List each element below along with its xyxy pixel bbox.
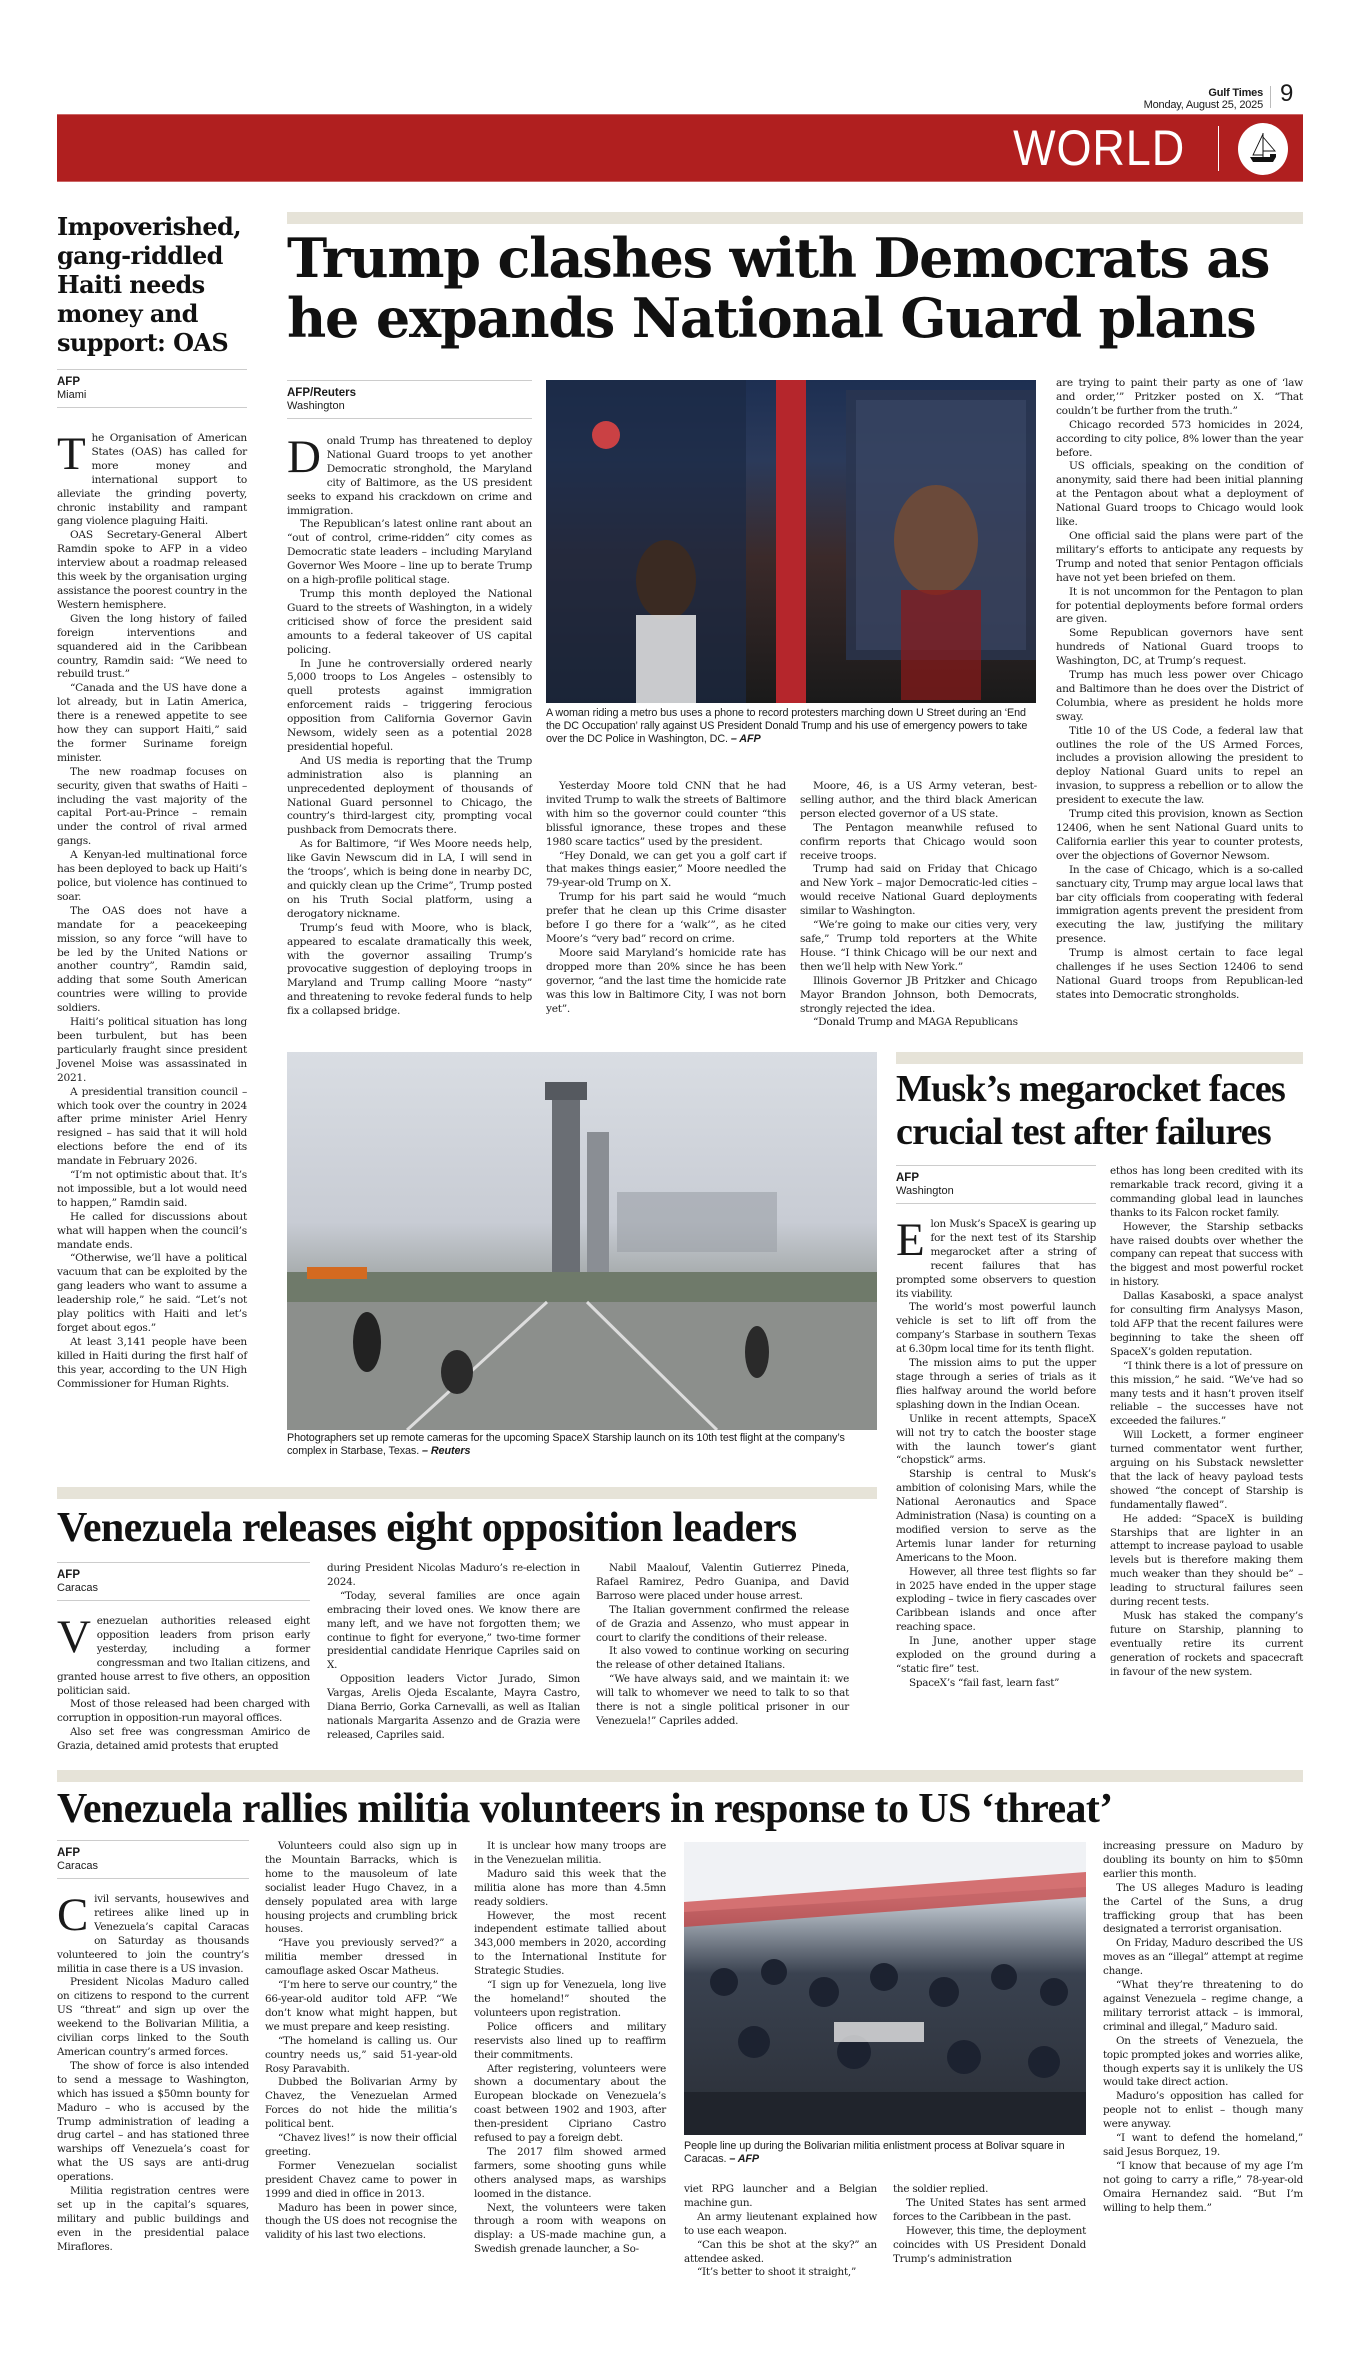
paragraph: The new roadmap focuses on security, given that swaths of Haiti – including the vast majority of the capital Port-au-Prince – remain under the control of rival armed gangs. — [57, 765, 247, 848]
paragraph: “I’m here to serve our country,” the 66-year-old auditor told AFP. “We don’t know what might happen, but we must prepare and keep resisting. — [265, 1979, 457, 2033]
paragraph: Most of those released had been charged with corruption in opposition-run mayoral offices. — [57, 1698, 310, 1725]
militia-photo — [684, 1842, 1086, 2135]
trump-byline — [287, 380, 532, 419]
paragraph: The show of force is also intended to send a message to Washington, which has issued a $50mn bounty for Maduro – who is accused by the Trump administration of leading a drug cartel – and has stationed three warships off Venezuela’s coast for what the US says are anti-drug operations. — [57, 2059, 249, 2184]
paragraph: Trump for his part said he would “much prefer that he clean up this Crime disaster before I go there for a ‘walk’”, as he cited Moore’s “very bad” record on crime. — [546, 891, 786, 945]
caption-credit: – AFP — [730, 733, 761, 745]
trump-photo — [546, 380, 1036, 703]
paragraph: However, the most recent independent estimate tallied about 343,000 members in 2020, according to the International Institute for Strategic Studies. — [474, 1909, 666, 1978]
paragraph: Haiti’s political situation has long been turbulent, but has been particularly fraught since president Jovenel Moise was assassinated in 2021. — [57, 1016, 247, 1084]
paragraph: And US media is reporting that the Trump administration also is planning an unprecedented deployment of thousands of National Guard personnel to Chicago, the country’s third-largest city, prompting vocal pushback from Democrats there. — [287, 754, 532, 837]
paragraph: Moore, 46, is a US Army veteran, best-selling author, and the third black American person elected governor of a US state. — [800, 780, 1037, 820]
venezuela-release-col-1 — [57, 1562, 310, 1754]
paragraph: One official said the plans were part of the military’s efforts to anticipate any requests by Trump and noted that senior Pentagon officials have not yet been briefed on them. — [1056, 529, 1303, 584]
trump-agency: AFP/Reuters — [287, 387, 357, 399]
paragraph: A presidential transition council – which took over the country in 2024 after prime minister Ariel Henry resigned – has said that it will hold elections before the end of its mandate in February 2026. — [57, 1085, 247, 1168]
venezuela-militia-body-col5 — [893, 2183, 1086, 2266]
paragraph: Chicago recorded 573 homicides in 2024, according to city police, 8% lower than the year before. — [1056, 418, 1303, 459]
venezuela-release-rule — [57, 1487, 877, 1499]
paragraph: are trying to paint their party as one of ‘law and order,’” Pritzker posted on X. “That couldn’t be further from the truth.” — [1056, 377, 1303, 417]
musk-rule — [896, 1052, 1303, 1064]
caption-credit: – AFP — [729, 2153, 760, 2165]
musk-body-col2 — [1110, 1165, 1303, 1680]
paragraph: Nabil Maalouf, Valentin Gutierrez Pineda, Rafael Ramirez, Pedro Guanipa, and David Barroso were placed under house arrest. — [596, 1562, 849, 1602]
venezuela-militia-body-col3 — [474, 1840, 666, 2257]
paragraph: Some Republican governors have sent hundreds of National Guard troops to Washington, DC, at Trump’s request. — [1056, 627, 1303, 668]
paragraph: Dubbed the Bolivarian Army by Chavez, the Venezuelan Armed Forces do not hide the militia’s political bent. — [265, 2076, 457, 2131]
paragraph: onald Trump has threatened to deploy National Guard troops to yet another Democratic stronghold, the Maryland city of Baltimore, as the US president seeks to expand his crackdown on crime and immigration. — [287, 435, 532, 517]
paragraph: However, this time, the deployment coincides with US President Donald Trump’s administration — [893, 2224, 1086, 2265]
paragraph: On Friday, Maduro described the US moves as an “illegal” attempt at regime change. — [1103, 1937, 1303, 1978]
paragraph: Will Lockett, a former engineer turned commentator went further, arguing on his Substack newsletter that the lack of heavy payload tests showed “the concept of Starship is fundamentally flawed”. — [1110, 1429, 1303, 1511]
paragraph: “Today, several families are once again embracing their loved ones. We know there are many left, and we have not forgotten them; we continue to fight for everyone,” two-time former presidential candidate Henrique Capriles said on X. — [327, 1589, 580, 1672]
paragraph: Former Venezuelan socialist president Chavez came to power in 1999 and died in office in 2013. — [265, 2159, 457, 2200]
paragraph: “I know that because of my age I’m not going to carry a rifle,” 78-year-old Omaira Hernandez said. “But I’m willing to help them.” — [1103, 2159, 1303, 2214]
venezuela-militia-dateline: Caracas — [57, 1860, 98, 1872]
paragraph: lon Musk’s SpaceX is gearing up for the next test of its Starship megarocket after a string of recent failures that has prompted some observers to question its viability. — [896, 1218, 1096, 1300]
musk-col-1 — [896, 1165, 1096, 1691]
paragraph: Musk has staked the company’s future on Starship, planning to eventually retire its current generation of rockets and spacecraft in favour of the new system. — [1110, 1610, 1303, 1678]
paragraph: However, the Starship setbacks have raised doubts over whether the company can repeat that success with the biggest and most powerful rocket in history. — [1110, 1220, 1303, 1289]
paragraph: “Hey Donald, we can get you a golf cart if that makes things easier,” Moore needled the 79-year-old Trump on X. — [546, 849, 786, 890]
haiti-byline — [57, 369, 247, 408]
paragraph: Maduro has been in power since, though the US does not recognise the validity of his last two elections. — [265, 2201, 457, 2242]
caption-text: Photographers set up remote cameras for the upcoming SpaceX Starship launch on its 10th test flight at the company’s complex in Starbase, Texas. — [287, 1432, 845, 1457]
musk-agency: AFP — [896, 1172, 919, 1184]
trump-body-col1 — [287, 431, 532, 1019]
paragraph: It also vowed to continue working on securing the release of other detained Italians. — [596, 1645, 849, 1672]
musk-headline: Musk’s megarocket faces crucial test after failures — [896, 1068, 1285, 1153]
paragraph: Also set free was congressman Amirico de Grazia, detained amid protests that erupted — [57, 1726, 310, 1753]
paragraph: Trump is almost certain to face legal challenges if he uses Section 12406 to send National Guard troops from Republican-led states into Democratic strongholds. — [1056, 947, 1303, 1001]
venezuela-militia-byline — [57, 1840, 249, 1879]
paragraph: US officials, speaking on the condition of anonymity, said there had been initial planning at the Pentagon about what a deployment of National Guard troops to Chicago would look like. — [1056, 460, 1303, 529]
venezuela-release-headline: Venezuela releases eight opposition leaders — [57, 1505, 797, 1551]
musk-dropcap: E — [896, 1214, 925, 1266]
venezuela-release-dropcap: V — [57, 1611, 91, 1663]
paragraph: The US alleges Maduro is leading the Cartel of the Suns, a drug trafficking group that has been designated a terrorist organisation. — [1103, 1881, 1303, 1936]
caption-text: A woman riding a metro bus uses a phone to record protesters marching down U Street during an ‘End the DC Occupation’ rally against US President Donald Trump and his use of emergency powers to take over the DC Police in Washington, DC. — [546, 707, 1028, 745]
paragraph: Title 10 of the US Code, a federal law that outlines the role of the US Armed Forces, includes a provision allowing the president to deploy National Guard units to repel an invasion, to suppress a rebellion or to allow the president to execute the law. — [1056, 724, 1303, 807]
paragraph: “I’m not optimistic about that. It’s not impossible, but a lot would need to happen,” Ramdin said. — [57, 1169, 247, 1209]
trump-body-col4 — [1056, 377, 1303, 1003]
paragraph: Unlike in recent attempts, SpaceX will not try to catch the booster stage with the launch tower’s giant “chopstick” arms. — [896, 1412, 1096, 1467]
paragraph: It is unclear how many troops are in the Venezuelan militia. — [474, 1840, 666, 1866]
paragraph: “We have always said, and we maintain it: we will talk to whomever we need to talk to so that there is not a single political prisoner in our Venezuela!” Capriles added. — [596, 1673, 849, 1727]
section-title: WORLD — [1013, 120, 1185, 176]
paragraph: “I want to defend the homeland,” said Jesus Borquez, 19. — [1103, 2132, 1303, 2158]
trump-photo-caption — [546, 707, 1036, 746]
paragraph: “Have you previously served?” a militia member dressed in camouflage asked Oscar Matheus. — [265, 1937, 457, 1978]
paragraph: In June he controversially ordered nearly 5,000 troops to Los Angeles – ostensibly to quell protests against immigration enforcement raids – triggering ferocious opposition from California Governor Gavin Newsom, widely seen as a potential 2028 presidential hopeful. — [287, 657, 532, 753]
venezuela-release-agency: AFP — [57, 1569, 80, 1581]
paragraph: Dallas Kasaboski, a space analyst for consulting firm Analysys Mason, told AFP that the recent failures were beginning to take the sheen off SpaceX’s golden reputation. — [1110, 1290, 1303, 1358]
paragraph: Next, the volunteers were taken through a room with weapons on display: a US-made machine gun, a Swedish grenade launcher, a So- — [474, 2201, 666, 2256]
trump-body-col2 — [546, 780, 786, 1016]
paragraph: “Otherwise, we’ll have a political vacuum that can be exploited by the gang leaders who want to assume a leadership role,” he said. “Let’s not play politics with Haiti and let’s forget about egos.” — [57, 1252, 247, 1334]
venezuela-release-body-col2 — [327, 1562, 580, 1743]
venezuela-release-dateline: Caracas — [57, 1582, 98, 1594]
publication-name: Gulf Times — [1208, 87, 1263, 99]
paragraph: ethos has long been credited with its remarkable track record, giving it a commanding global lead in launches thanks to its Falcon rocket family. — [1110, 1165, 1303, 1219]
paragraph: As for Baltimore, “if Wes Moore needs help, like Gavin Newscum did in LA, I will send in the ‘troops’, which is being done in nearby DC, and quickly clean up the Crime”, Trump posted on his Truth Social platform, using a derogatory nickname. — [287, 838, 532, 920]
paragraph: Given the long history of failed foreign interventions and squandered aid in the Caribbean country, Ramdin said: “We need to rebuild trust.” — [57, 612, 247, 681]
venezuela-militia-headline: Venezuela rallies militia volunteers in response to US ‘threat’ — [57, 1786, 1113, 1832]
paragraph: Maduro said this week that the militia alone has more than 4.5mn ready soldiers. — [474, 1867, 666, 1908]
musk-dateline: Washington — [896, 1185, 954, 1197]
paragraph: It is not uncommon for the Pentagon to plan for potential deployments before formal orders are given. — [1056, 585, 1303, 626]
trump-dateline: Washington — [287, 400, 345, 412]
dhow-boat-icon — [1238, 123, 1288, 175]
paragraph: The 2017 film showed armed farmers, some shooting guns while others analysed maps, as warships loomed in the distance. — [474, 2145, 666, 2200]
paragraph: OAS Secretary-General Albert Ramdin spoke to AFP in a video interview about a roadmap released this week by the organisation urging assistance the poorest country in the Western hemisphere. — [57, 529, 247, 611]
paragraph: “The homeland is calling us. Our country needs us,” said 51-year-old Rosy Paravabith. — [265, 2034, 457, 2075]
venezuela-militia-body-col1 — [57, 1889, 249, 2255]
venezuela-militia-body-col4 — [684, 2183, 877, 2280]
haiti-dropcap: T — [57, 428, 86, 480]
paragraph: The Pentagon meanwhile refused to confirm reports that Chicago would soon receive troops. — [800, 821, 1037, 862]
top-rule — [287, 212, 1303, 224]
haiti-headline: Impoverished, gang-riddled Haiti needs money and support: OAS — [57, 212, 241, 357]
caption-credit: – Reuters — [422, 1445, 471, 1457]
paragraph: Volunteers could also sign up in the Mountain Barracks, which is home to the mausoleum of late socialist leader Hugo Chavez, in a densely populated area with large housing projects and crumbling brick houses. — [265, 1840, 457, 1936]
militia-photo-caption — [684, 2140, 1086, 2166]
paragraph: In the case of Chicago, which is a so-called sanctuary city, Trump may argue local laws that bar city officials from cooperating with federal immigration agents prevent the president from executing the law, justifying the military presence. — [1056, 863, 1303, 946]
paragraph: SpaceX’s “fail fast, learn fast” — [909, 1676, 1060, 1689]
paragraph: The Republican’s latest online rant about an “out of control, crime-ridden” city comes as Democratic state leaders – including Maryland Governor Wes Moore – line up to berate Trump on a high-profile political stage. — [287, 518, 532, 587]
venezuela-release-body-col1 — [57, 1611, 310, 1754]
paragraph: viet RPG launcher and a Belgian machine gun. — [684, 2183, 877, 2209]
venezuela-militia-agency: AFP — [57, 1847, 80, 1859]
trump-body-col3 — [800, 780, 1037, 1030]
venezuela-release-byline — [57, 1562, 310, 1601]
paragraph: Trump this month deployed the National Guard to the streets of Washington, in a widely criticised show of force the president said amounts to a federal takeover of US capital policing. — [287, 587, 532, 656]
page-number: 9 — [1280, 80, 1294, 107]
paragraph: In June, another upper stage exploded on the ground during a “static fire” test. — [896, 1635, 1096, 1675]
paragraph: increasing pressure on Maduro by doubling its bounty on him to $50mn earlier this month. — [1103, 1840, 1303, 1880]
paragraph: However, all three test flights so far in 2025 have ended in the upper stage exploding – twice in fiery cascades over Caribbean islands and once after reaching space. — [896, 1565, 1096, 1634]
paragraph: Starship is central to Musk’s ambition of colonising Mars, while the National Aeronautics and Space Administration (Nasa) is counting on a modified version to serve as the Artemis lunar lander for returning Americans to the Moon. — [896, 1468, 1096, 1564]
trump-dropcap: D — [287, 431, 321, 483]
paragraph: Maduro’s opposition has called for people not to enlist – though many were anyway. — [1103, 2090, 1303, 2131]
trump-headline: Trump clashes with Democrats as he expands National Guard plans — [287, 226, 1270, 350]
masthead-divider — [1270, 86, 1271, 108]
paragraph: At least 3,141 people have been killed in Haiti during the first half of this year, according to the UN High Commissioner for Human Rights. — [57, 1335, 247, 1390]
paragraph: “Donald Trump and MAGA Republicans — [813, 1016, 1018, 1029]
venezuela-militia-body-col2 — [265, 1840, 457, 2243]
paragraph: An army lieutenant explained how to use each weapon. — [684, 2210, 877, 2237]
paragraph: “I think there is a lot of pressure on this mission,” he said. “We’ve had so many tests and it hasn’t proven itself reliable – the successes have not exceeded the failures.” — [1110, 1359, 1303, 1428]
paragraph: Moore said Maryland’s homicide rate has dropped more than 20% since he has been governor, “and the last time the homicide rate was this low in Baltimore City, I was not born yet”. — [546, 946, 786, 1015]
paragraph: ivil servants, housewives and retirees alike lined up in Venezuela’s capital Caracas on Saturday as thousands volunteered to join the country’s militia in case there is a US invasion. — [57, 1893, 249, 1975]
section-banner — [57, 114, 1303, 182]
paragraph: the soldier replied. — [893, 2183, 989, 2195]
paragraph: The world’s most powerful launch vehicle is set to lift off from the company’s Starbase in southern Texas at 6.30pm local time for its tenth flight. — [896, 1301, 1096, 1356]
paragraph: “Chavez lives!” is now their official greeting. — [265, 2132, 457, 2158]
venezuela-release-body-col3 — [596, 1562, 849, 1729]
caption-text: People line up during the Bolivarian militia enlistment process at Bolivar square in Caracas. — [684, 2140, 1065, 2165]
paragraph: Police officers and military reservists also lined up to reaffirm their commitments. — [474, 2020, 666, 2061]
paragraph: After registering, volunteers were shown a documentary about the European blockade on Venezuela’s coast between 1902 and 1903, after then-president Cipriano Castro refused to pay a foreign debt. — [474, 2062, 666, 2145]
paragraph: Trump’s feud with Moore, who is black, appeared to escalate dramatically this week, with the governor assailing Trump’s provocative suggestion of deploying troops in Maryland and Trump calling Moore “nasty” and threatening to revoke federal funds to help fix a collapsed bridge. — [287, 921, 532, 1018]
paragraph: “What they’re threatening to do against Venezuela – regime change, a military terrorist attack – is immoral, criminal and illegal,” Maduro said. — [1103, 1979, 1303, 2033]
paragraph: he Organisation of American States (OAS) has called for more money and international support to alleviate the grinding poverty, chronic instability and rampant gang violence plaguing Haiti. — [57, 432, 247, 528]
paragraph: The Italian government confirmed the release of de Grazia and Assenzo, who must appear in court to clarify the conditions of their release. — [596, 1603, 849, 1644]
venezuela-militia-body-col6 — [1103, 1840, 1303, 2215]
paragraph: The United States has sent armed forces to the Caribbean in the past. — [893, 2196, 1086, 2223]
paragraph: “Canada and the US have done a lot already, but in Latin America, there is a renewed appetite to see how they can support Haiti,” said the former Suriname foreign minister. — [57, 682, 247, 764]
paragraph: Illinois Governor JB Pritzker and Chicago Mayor Brandon Johnson, both Democrats, strongly rejected the idea. — [800, 974, 1037, 1015]
venezuela-militia-rule — [57, 1770, 1303, 1782]
paragraph: “We’re going to make our cities very, very safe,” Trump told reporters at the White House. “I think Chicago will be our next and then we’ll help with New York.” — [800, 919, 1037, 973]
paragraph: He called for discussions about what will happen when the council’s mandate ends. — [57, 1210, 247, 1251]
trump-col-1 — [287, 380, 532, 1019]
publication-date: Monday, August 25, 2025 — [1143, 98, 1263, 111]
haiti-article — [57, 212, 247, 1392]
musk-body-col1 — [896, 1214, 1096, 1691]
paragraph: Opposition leaders Victor Jurado, Simon Vargas, Arelis Ojeda Escalante, Mayra Castro, Diana Berrio, Gorka Carnevalli, as well as Italian nationals Margarita Assenzo and de Grazia were released, Capriles said. — [327, 1673, 580, 1741]
paragraph: Trump has much less power over Chicago and Baltimore than he does over the District of Columbia, where as president he holds more sway. — [1056, 669, 1303, 723]
starship-photo-caption — [287, 1432, 877, 1458]
paragraph: Trump had said on Friday that Chicago and New York – major Democratic-led cities – would receive National Guard deployments similar to Washington. — [800, 863, 1037, 918]
paragraph: He added: “SpaceX is building Starships that are lighter in an attempt to increase payload to usable levels but is therefore making them much weaker than they should be” – leading to structural failures seen during recent tests. — [1110, 1512, 1303, 1609]
paragraph: President Nicolas Maduro called on citizens to respond to the current US “threat” and sign up over the weekend to the Bolivarian Militia, a civilian corps linked to the South American country’s armed forces. — [57, 1976, 249, 2058]
paragraph: “I sign up for Venezuela, long live the homeland!” shouted the volunteers upon registration. — [474, 1979, 666, 2019]
paragraph: Militia registration centres were set up in the capital’s squares, military and public buildings and even in the presidential palace Miraflores. — [57, 2185, 249, 2253]
masthead-publication — [1144, 88, 1263, 111]
paragraph: during President Nicolas Maduro’s re-election in 2024. — [327, 1562, 580, 1588]
paragraph: The mission aims to put the upper stage through a series of trials as it flies halfway around the world before splashing down in the Indian Ocean. — [896, 1357, 1096, 1411]
venezuela-militia-dropcap: C — [57, 1889, 89, 1941]
haiti-body — [57, 428, 247, 1392]
paragraph: Yesterday Moore told CNN that he had invited Trump to walk the streets of Baltimore with him so the governor could counter “this blissful ignorance, these tropes and these 1980 scare tactics” used by the president. — [546, 780, 786, 848]
paragraph: The OAS does not have a mandate for a peacekeeping mission, so any force “will have to be led by the United Nations or another country”, Ramdin said, adding that some South American countries were willing to provide soldiers. — [57, 904, 247, 1015]
paragraph: “It’s better to shoot it straight,” — [697, 2266, 857, 2279]
venezuela-militia-col-1 — [57, 1840, 249, 2255]
starship-photo — [287, 1052, 877, 1430]
paragraph: A Kenyan-led multinational force has been deployed to back up Haiti’s police, but violence has continued to soar. — [57, 849, 247, 903]
paragraph: On the streets of Venezuela, the topic prompted jokes and worries alike, though experts say it is unlikely the US would take direct action. — [1103, 2034, 1303, 2089]
paragraph: enezuelan authorities released eight opposition leaders from prison early yesterday, including a former congressman and two Italian citizens, and granted house arrest to five others, an opposition politician said. — [57, 1615, 310, 1697]
haiti-dateline: Miami — [57, 389, 87, 401]
haiti-agency: AFP — [57, 376, 80, 388]
paragraph: “Can this be shot at the sky?” an attendee asked. — [684, 2238, 877, 2265]
paragraph: Trump cited this provision, known as Section 12406, when he sent National Guard units to California earlier this year to counter protests, over the objections of Governor Newsom. — [1056, 808, 1303, 862]
section-banner-divider — [1218, 126, 1219, 171]
musk-byline — [896, 1165, 1096, 1204]
